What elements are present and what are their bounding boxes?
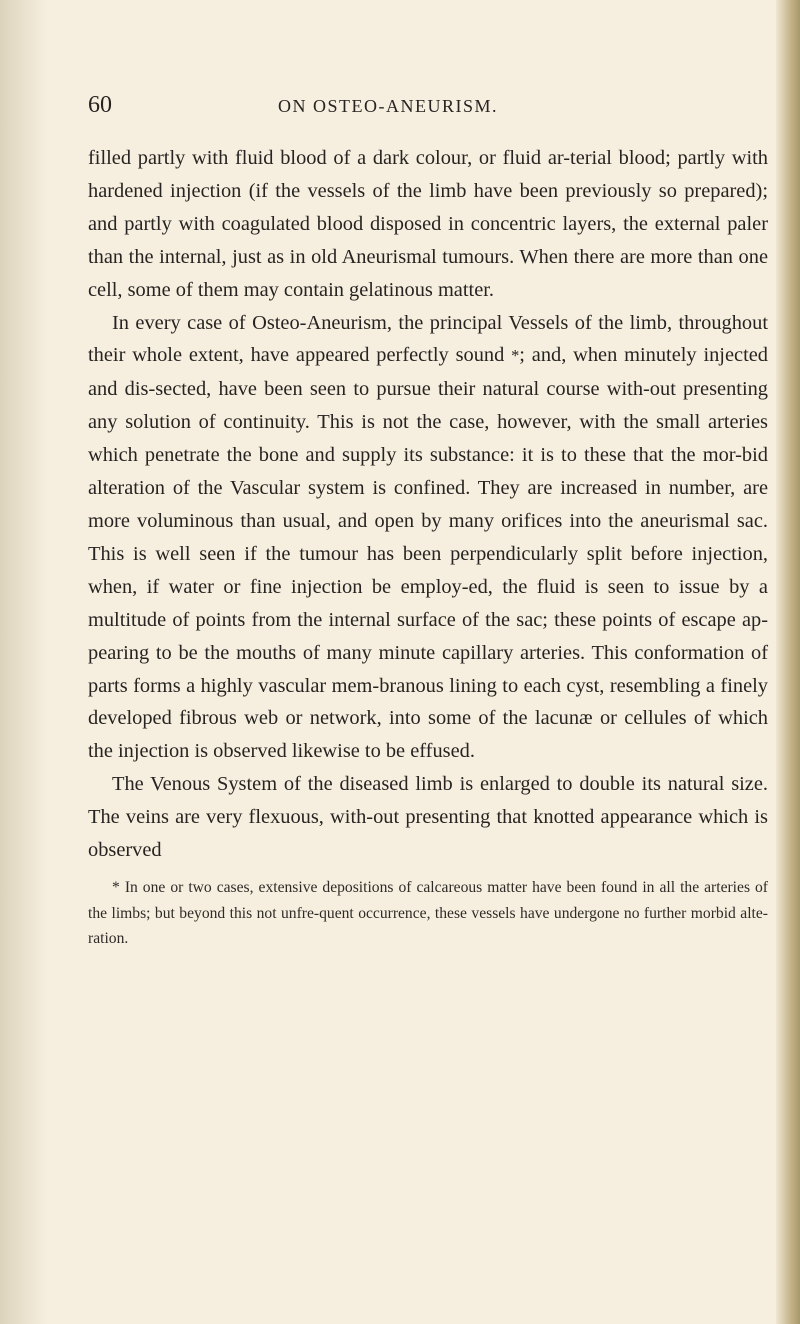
paragraph-2 [88, 307, 768, 769]
footnote [88, 875, 768, 952]
running-title: ON OSTEO-ANEURISM. [278, 96, 498, 116]
footnote-marker: * [112, 878, 120, 896]
running-head [88, 92, 768, 122]
paragraph-3: The Venous System of the diseased limb is enlarged to double its natural size. The veins are very flexuous, with-out presenting that knotted appearance which is observed [88, 773, 768, 862]
page-number: 60 [88, 92, 112, 118]
page-edge [776, 0, 800, 1324]
paragraph-2-text-start: In every case of Osteo-Aneurism, the principal Vessels of the limb, throughout their whole extent, have appeared perfectly sound [88, 311, 768, 367]
paragraph-1: filled partly with fluid blood of a dark colour, or fluid ar-terial blood; partly with hardened injection (if the vessels of the limb have been previously so prepared); and partly with coagulated blood disposed in concentric layers, the external paler than the internal, just as in old Aneurismal tumours. When there are more than one cell, some of them may contain gelatinous matter. [88, 147, 768, 301]
page-gutter-shadow [0, 0, 48, 1324]
page-content [88, 92, 768, 967]
paragraph-2-text-end: ; and, when minutely injected and dis-sected, have been seen to pursue their natural course with-out presenting any solution of continuity. This is not the case, however, with the small arteries which penetrate the bone and supply its substance: it is to these that the mor-bid alteration of the Vascular system is confined. They are increased in number, are more voluminous than usual, and open by many orifices into the aneurismal sac. This is well seen if the tumour has been perpendicularly split before injection, when, if water or fine injection be employ-ed, the fluid is seen to issue by a multitude of points from the internal surface of the sac; these points of escape ap-pearing to be the mouths of many minute capillary arteries. This conformation of parts forms a highly vascular mem-branous lining to each cyst, resembling a finely developed fibrous web or network, into some of the lacunæ or cellules of which the injection is observed likewise to be effused. [88, 344, 768, 763]
footnote-reference: * [511, 346, 520, 366]
footnote-text: In one or two cases, extensive depositions of calcareous matter have been found in all the arteries of the limbs; but beyond this not unfre-quent occurrence, these vessels have undergone no further morbid alte-ration. [88, 878, 769, 948]
